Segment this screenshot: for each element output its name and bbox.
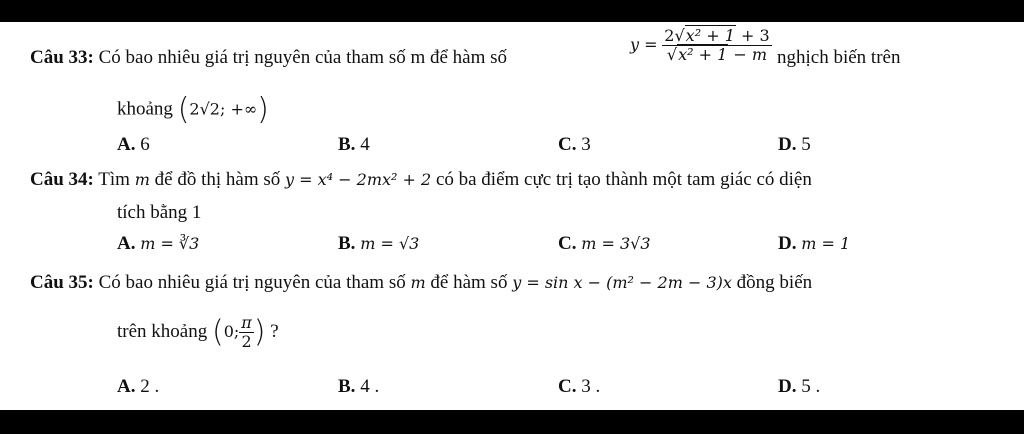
q34-text-after: có ba điểm cực trị tạo thành một tam giác có diện	[435, 169, 812, 190]
q34-label: Câu 34:	[30, 169, 94, 190]
q33-func-lhs: y =	[630, 34, 658, 54]
q35-label: Câu 35:	[30, 272, 94, 293]
q33-label: Câu 33:	[30, 47, 94, 68]
q35-qmark: ?	[270, 320, 279, 342]
q35-text-mid: để hàm số	[430, 272, 508, 293]
q34-option-c[interactable]: C. m = 3√3	[558, 233, 651, 254]
q33-text-before: Có bao nhiêu giá trị nguyên của tham số m để hàm số	[98, 47, 508, 68]
q33-line2: khoảng (2√2; +∞)	[117, 92, 269, 127]
q33-option-a[interactable]: A. 6	[117, 134, 150, 155]
q35-option-c[interactable]: C. 3 .	[558, 376, 601, 397]
q35-option-d[interactable]: D. 5 .	[778, 376, 821, 397]
q35-text-before: Có bao nhiêu giá trị nguyên của tham số	[98, 272, 406, 293]
q34-line2: tích bằng 1	[117, 202, 202, 223]
q33-interval: 2√2; +∞	[189, 99, 258, 119]
q34-option-d[interactable]: D. m = 1	[778, 233, 851, 254]
q35-var-m: m	[410, 273, 426, 292]
q34-var-m: m	[134, 170, 150, 189]
worksheet-page	[0, 22, 1024, 410]
q33-option-c[interactable]: C. 3	[558, 134, 591, 155]
q35-line2: trên khoảng (0; $\frac{\pi}{2}$ ) ?	[117, 313, 279, 351]
q34-line1	[30, 170, 812, 189]
q35-text-after: đồng biến	[736, 272, 813, 293]
q33-option-b[interactable]: B. 4	[338, 134, 370, 155]
q34-func: y = x⁴ − 2mx² + 2	[285, 170, 432, 189]
q33-line2-text: khoảng	[117, 98, 173, 120]
q34-text-before: Tìm	[98, 169, 130, 190]
q33-formula	[630, 28, 772, 63]
q33-line1	[30, 48, 507, 67]
q35-interval-left: 0;	[223, 321, 240, 341]
q34-option-b[interactable]: B. m = √3	[338, 233, 420, 254]
q34-text-mid: để đồ thị hàm số	[154, 169, 281, 190]
q35-line2-text: trên khoảng	[117, 320, 208, 342]
q35-func: y = sin x − (m² − 2m − 3)x	[512, 273, 732, 292]
q35-option-b[interactable]: B. 4 .	[338, 376, 380, 397]
q33-text-after: nghịch biến trên	[777, 47, 901, 68]
q35-pi-over-2: $\frac{\pi}{2}$	[241, 313, 252, 351]
q33-denominator: √x² + 1 − m	[666, 45, 768, 64]
q35-option-a[interactable]: A. 2 .	[117, 376, 160, 397]
q34-option-a[interactable]: A. m = ∛3	[117, 233, 200, 254]
q33-option-d[interactable]: D. 5	[778, 134, 811, 155]
q33-fraction	[662, 28, 771, 63]
q35-line1	[30, 273, 812, 292]
q33-numerator: 2√x² + 1 + 3	[664, 26, 770, 45]
